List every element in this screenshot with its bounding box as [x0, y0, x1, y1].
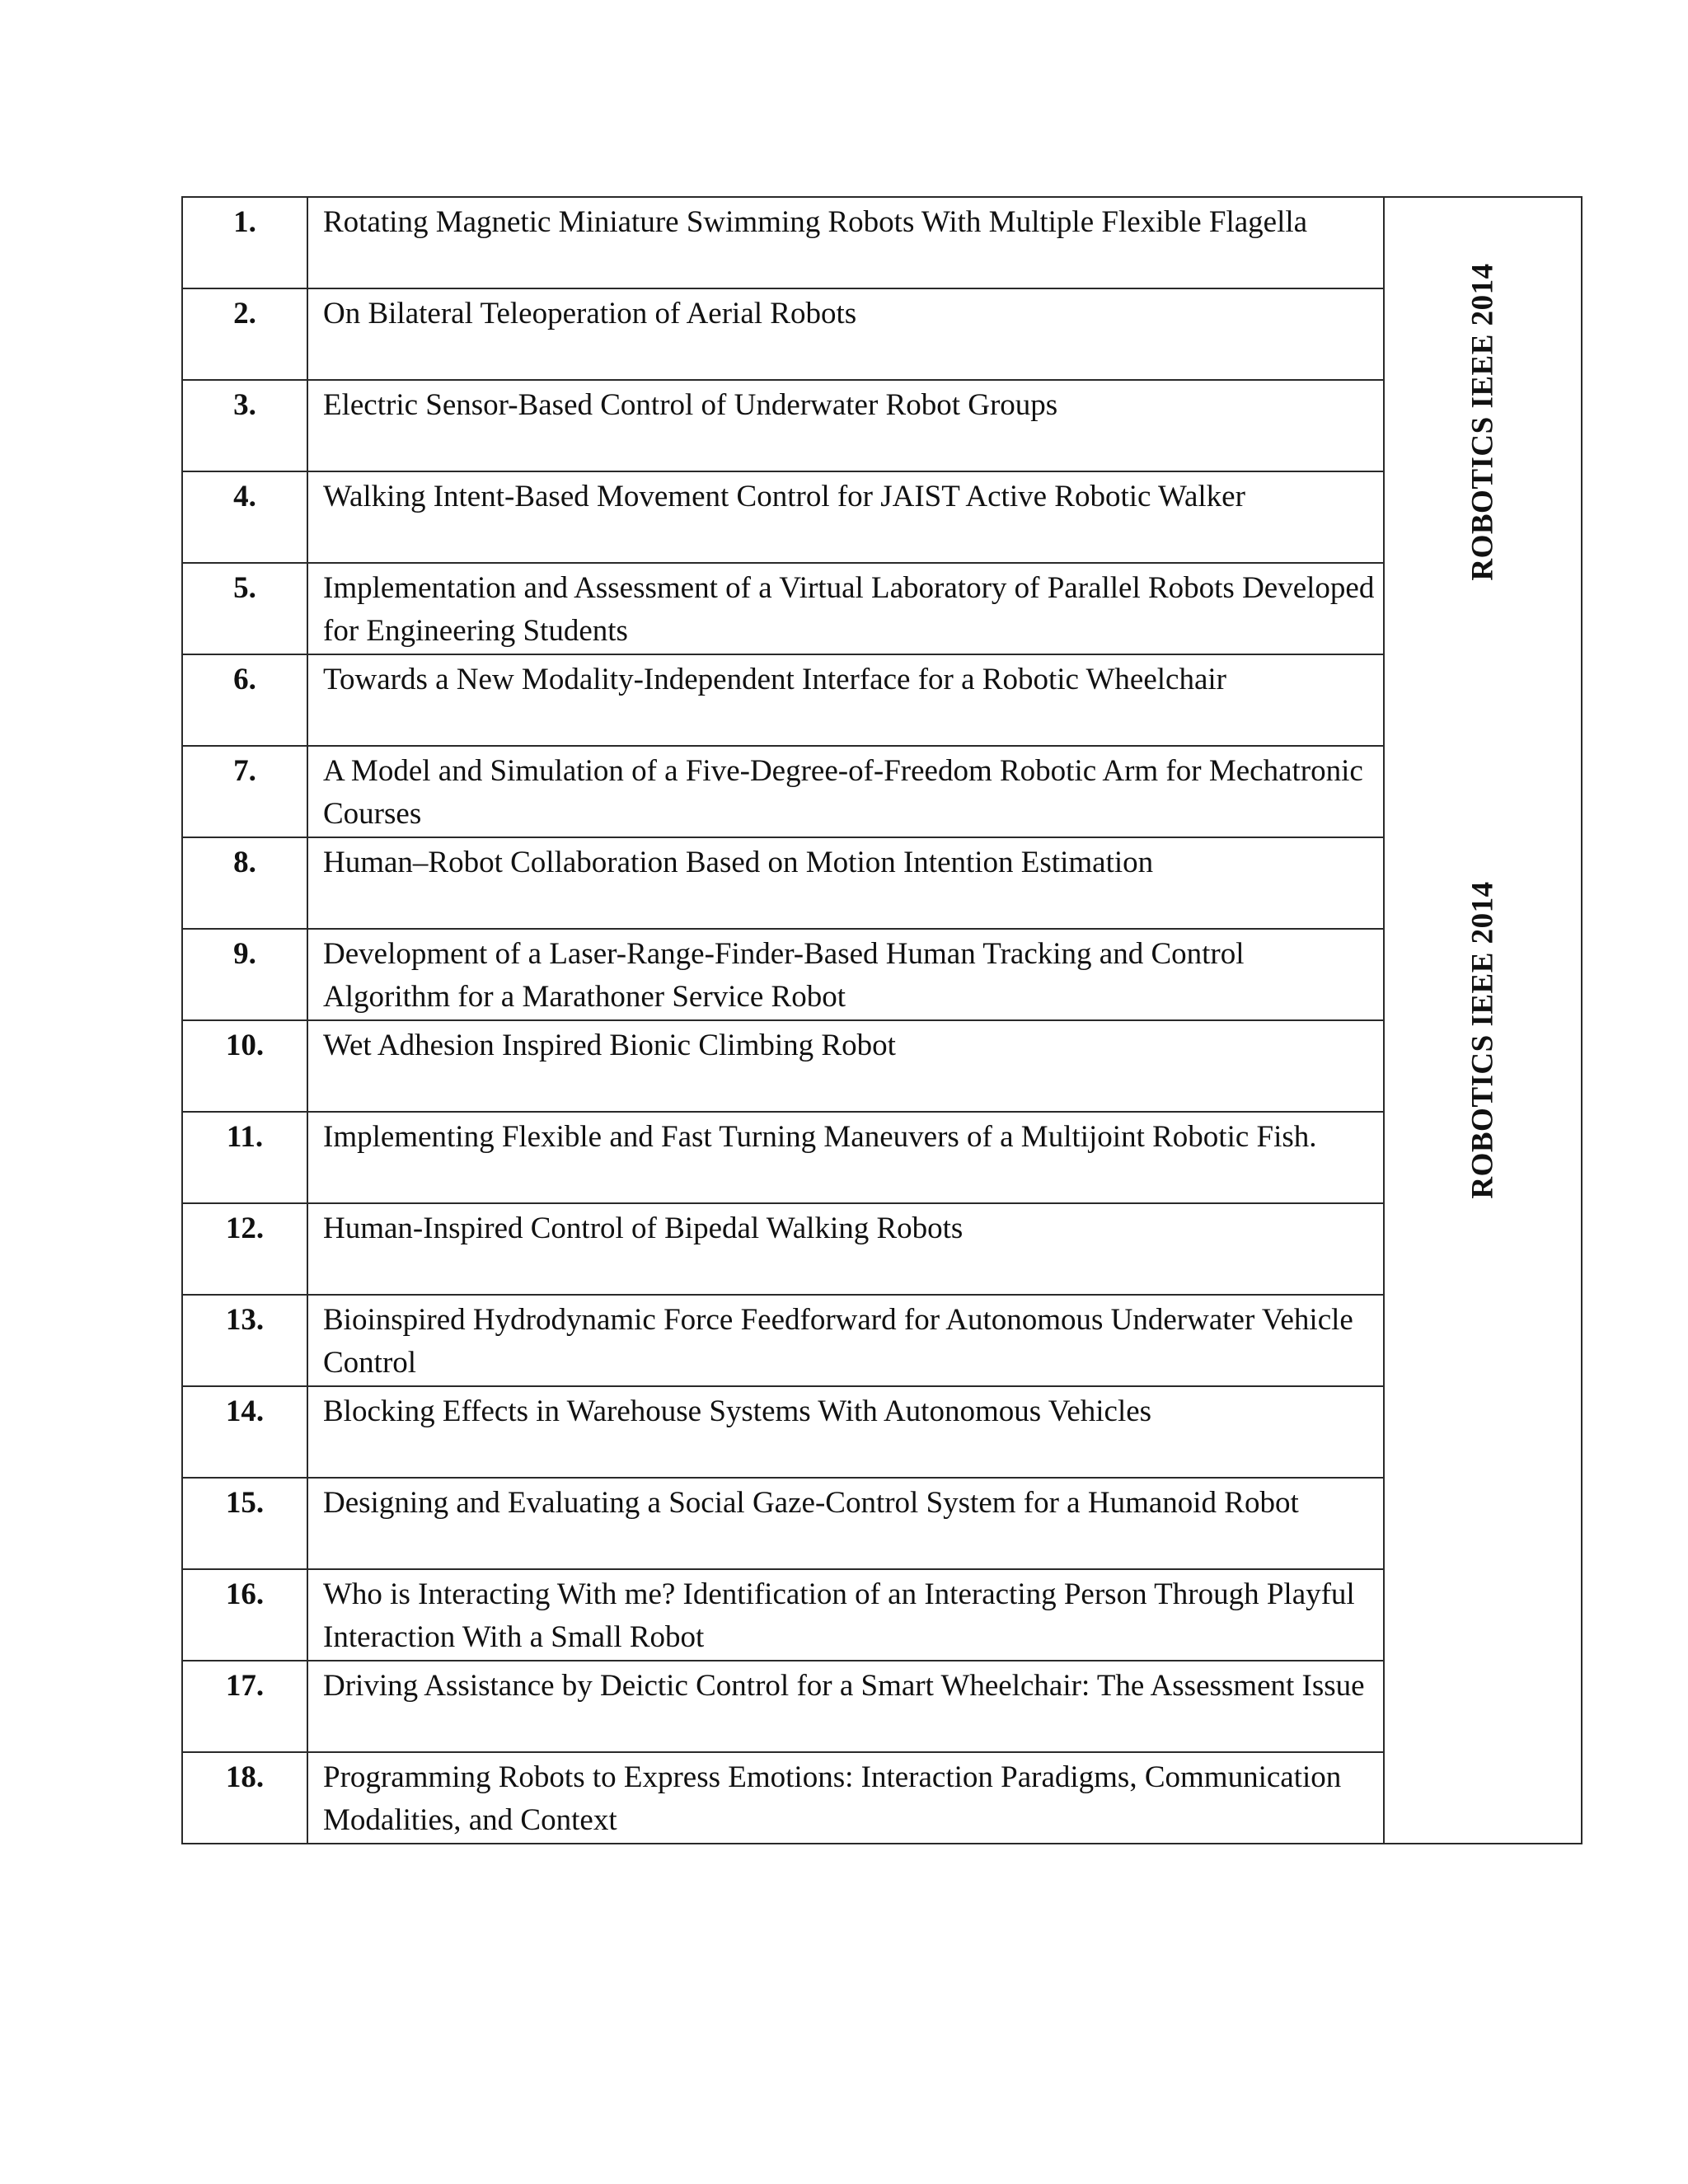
table-row	[182, 1386, 1582, 1478]
row-number: 2.	[182, 288, 307, 380]
project-title: Electric Sensor-Based Control of Underwater Robot Groups	[307, 380, 1384, 471]
category-label-bottom: ROBOTICS IEEE 2014	[1465, 881, 1500, 1199]
row-number: 18.	[182, 1752, 307, 1844]
table-row	[182, 654, 1582, 746]
project-title: Programming Robots to Express Emotions: Interaction Paradigms, Communication Modalities, and Context	[307, 1752, 1384, 1844]
project-title: Driving Assistance by Deictic Control for a Smart Wheelchair: The Assessment Issue	[307, 1661, 1384, 1752]
project-title: A Model and Simulation of a Five-Degree-of-Freedom Robotic Arm for Mechatronic Courses	[307, 746, 1384, 837]
project-list-table	[181, 196, 1582, 1844]
project-title: Bioinspired Hydrodynamic Force Feedforward for Autonomous Underwater Vehicle Control	[307, 1295, 1384, 1386]
project-title: Human–Robot Collaboration Based on Motion Intention Estimation	[307, 837, 1384, 929]
row-number: 10.	[182, 1020, 307, 1112]
table-row	[182, 471, 1582, 563]
table-row	[182, 1661, 1582, 1752]
project-title: Walking Intent-Based Movement Control for JAIST Active Robotic Walker	[307, 471, 1384, 563]
table-row	[182, 380, 1582, 471]
table-row	[182, 837, 1582, 929]
project-list-body	[182, 197, 1582, 1844]
project-title: Towards a New Modality-Independent Interface for a Robotic Wheelchair	[307, 654, 1384, 746]
row-number: 12.	[182, 1203, 307, 1295]
project-title: Designing and Evaluating a Social Gaze-Control System for a Humanoid Robot	[307, 1478, 1384, 1569]
table-row	[182, 1203, 1582, 1295]
project-title: Wet Adhesion Inspired Bionic Climbing Robot	[307, 1020, 1384, 1112]
project-title: Development of a Laser-Range-Finder-Based Human Tracking and Control Algorithm for a Marathoner Service Robot	[307, 929, 1384, 1020]
row-number: 9.	[182, 929, 307, 1020]
row-number: 7.	[182, 746, 307, 837]
table-row	[182, 1478, 1582, 1569]
row-number: 6.	[182, 654, 307, 746]
row-number: 1.	[182, 197, 307, 288]
row-number: 4.	[182, 471, 307, 563]
row-number: 16.	[182, 1569, 307, 1661]
row-number: 17.	[182, 1661, 307, 1752]
project-title: Blocking Effects in Warehouse Systems With Autonomous Vehicles	[307, 1386, 1384, 1478]
project-title: Human-Inspired Control of Bipedal Walking Robots	[307, 1203, 1384, 1295]
row-number: 11.	[182, 1112, 307, 1203]
project-title: Rotating Magnetic Miniature Swimming Robots With Multiple Flexible Flagella	[307, 197, 1384, 288]
table-row	[182, 1569, 1582, 1661]
table-row	[182, 197, 1582, 288]
table-row	[182, 563, 1582, 654]
row-number: 8.	[182, 837, 307, 929]
table-row	[182, 746, 1582, 837]
table-row	[182, 929, 1582, 1020]
project-title: Implementing Flexible and Fast Turning Maneuvers of a Multijoint Robotic Fish.	[307, 1112, 1384, 1203]
project-title: Implementation and Assessment of a Virtual Laboratory of Parallel Robots Developed for Engineering Students	[307, 563, 1384, 654]
row-number: 5.	[182, 563, 307, 654]
table-row	[182, 1112, 1582, 1203]
table-row	[182, 1020, 1582, 1112]
project-title: Who is Interacting With me? Identification of an Interacting Person Through Playful Interaction With a Small Robot	[307, 1569, 1384, 1661]
row-number: 14.	[182, 1386, 307, 1478]
project-title: On Bilateral Teleoperation of Aerial Robots	[307, 288, 1384, 380]
row-number: 15.	[182, 1478, 307, 1569]
row-number: 3.	[182, 380, 307, 471]
category-column	[1384, 197, 1582, 1844]
table-row	[182, 1752, 1582, 1844]
category-label-top: ROBOTICS IEEE 2014	[1465, 263, 1500, 581]
table-row	[182, 288, 1582, 380]
row-number: 13.	[182, 1295, 307, 1386]
table-row	[182, 1295, 1582, 1386]
